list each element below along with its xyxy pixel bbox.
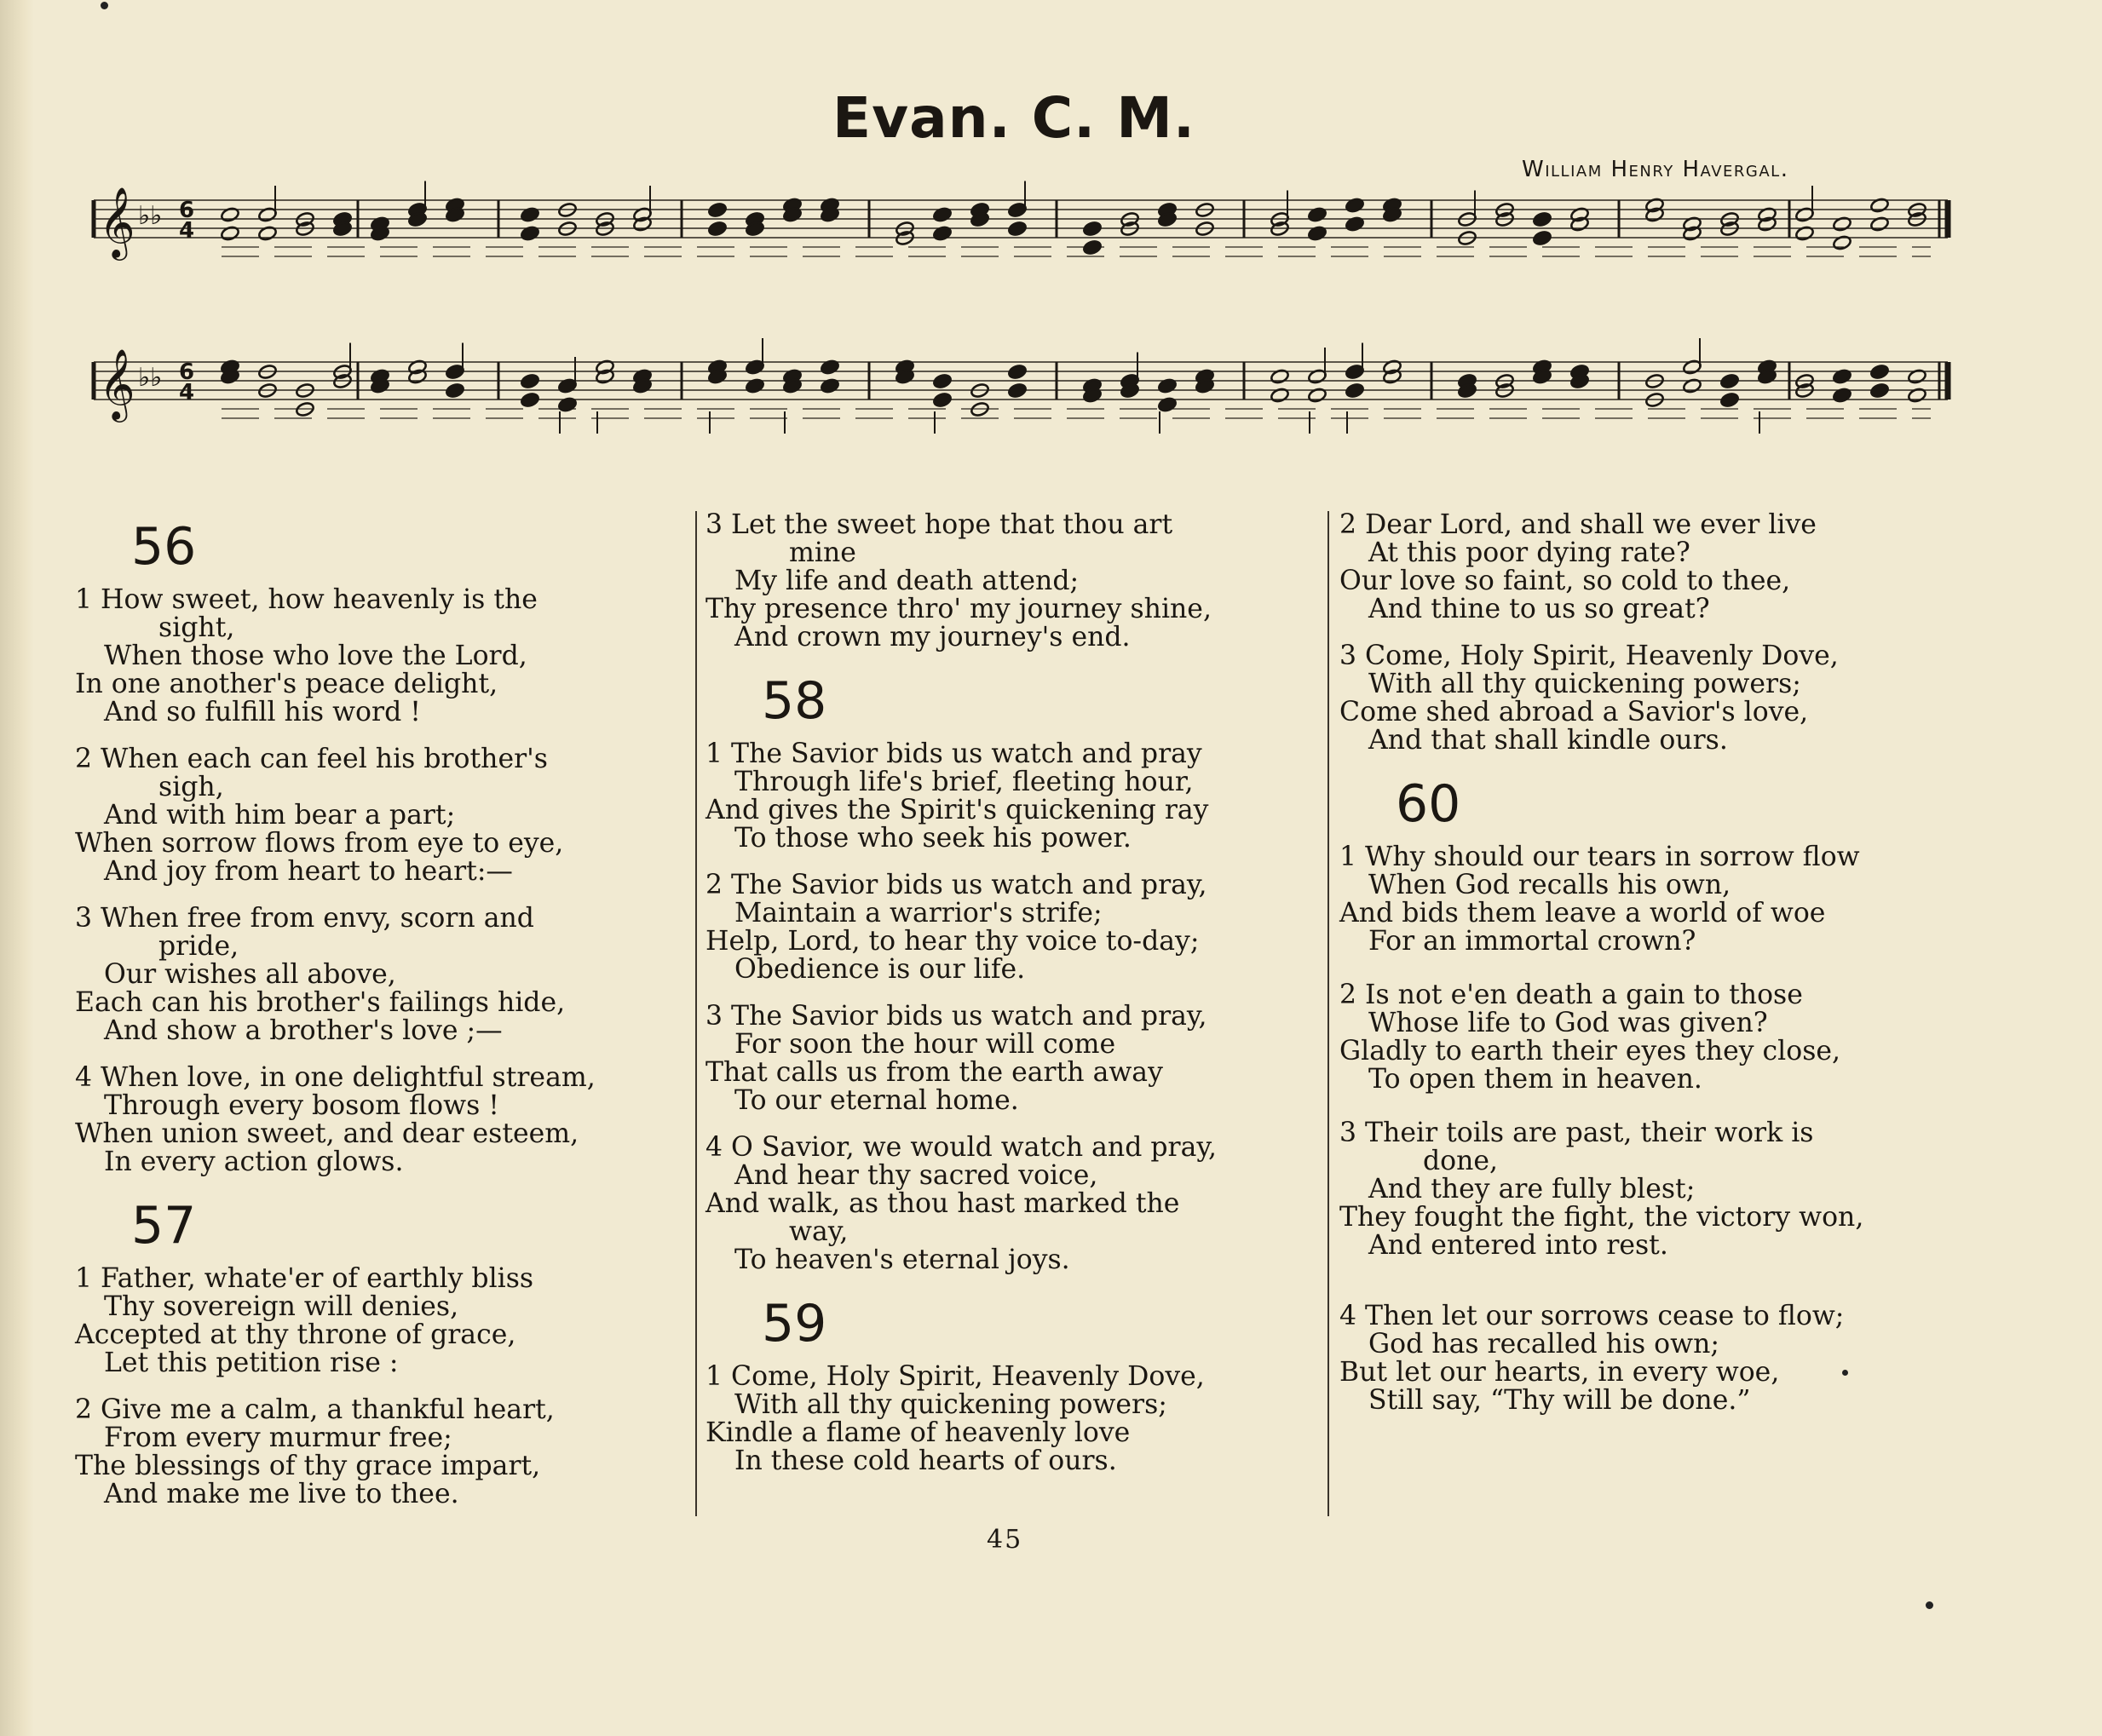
verse-line: And they are fully blest;: [1368, 1174, 1696, 1204]
verse-line: Let this petition rise :: [104, 1348, 399, 1378]
verse-line: For an immortal crown?: [1368, 926, 1696, 957]
verse-line: And entered into rest.: [1368, 1230, 1668, 1261]
stanza: [75, 745, 685, 886]
verse-line: Gladly to earth their eyes they close,: [1339, 1036, 1841, 1066]
hymn-59: [705, 1293, 1316, 1475]
time-signature-icon: 6: [179, 198, 195, 223]
key-signature-icon: ♭♭: [138, 201, 163, 231]
stanza: [75, 1265, 685, 1377]
verse-line: Kindle a flame of heavenly love: [705, 1417, 1131, 1448]
verse-line: That calls us from the earth away: [705, 1057, 1163, 1088]
verse-line: 3 When free from envy, scorn and: [75, 903, 534, 934]
note-head: [1532, 230, 1552, 246]
note-head: [1719, 392, 1739, 408]
verse-line: When union sweet, and dear esteem,: [75, 1118, 579, 1149]
note-head: [707, 221, 727, 237]
verse-line: Through life's brief, fleeting hour,: [734, 767, 1194, 797]
verse-line: And show a brother's love ;—: [104, 1015, 503, 1046]
note-head: [1082, 221, 1102, 237]
stanza: [1339, 1302, 1953, 1415]
time-signature-icon: 6: [179, 359, 195, 385]
verse-line: Thy presence thro' my journey shine,: [705, 594, 1212, 624]
music-score: [85, 175, 1960, 464]
treble-clef-icon: 𝄞: [99, 186, 135, 257]
note-head: [1082, 239, 1102, 256]
stanza: [75, 905, 685, 1045]
note-head: [1719, 373, 1739, 389]
verse-line: In these cold hearts of ours.: [734, 1446, 1117, 1476]
verse-line: 1 Father, whate'er of earthly bliss: [75, 1263, 534, 1294]
verse-line: And walk, as thou hast marked the: [705, 1188, 1180, 1219]
verse-line: 3 Let the sweet hope that thou art: [705, 509, 1173, 540]
stanza: [705, 1363, 1316, 1475]
verse-line: And so fulfill his word !: [104, 697, 421, 727]
page-binding-edge: [0, 0, 34, 1736]
time-signature-icon: 4: [179, 380, 195, 405]
stanza: [705, 871, 1316, 984]
hymn-number: 57: [131, 1196, 197, 1256]
verse-line: 1 Come, Holy Spirit, Heavenly Dove,: [705, 1361, 1205, 1392]
verse-line: When those who love the Lord,: [104, 641, 527, 671]
time-signature-icon: 4: [179, 218, 195, 244]
verse-line: sight,: [158, 612, 235, 643]
verse-line: way,: [789, 1216, 849, 1247]
verse-line: Maintain a warrior's strife;: [734, 898, 1103, 928]
verse-line: And gives the Spirit's quickening ray: [705, 795, 1209, 825]
stanza: [705, 1134, 1316, 1274]
verse-line: When God recalls his own,: [1368, 870, 1731, 900]
verse-line: 2 Dear Lord, and shall we ever live: [1339, 509, 1817, 540]
hymn-56: [75, 516, 685, 1176]
verse-line: With all thy quickening powers;: [1368, 669, 1801, 699]
verse-line: To heaven's eternal joys.: [734, 1245, 1070, 1275]
verse-line: 1 Why should our tears in sorrow flow: [1339, 842, 1860, 872]
verse-line: And that shall kindle ours.: [1368, 725, 1728, 756]
hymn-tune-title: Evan. C. M.: [832, 85, 1195, 151]
verse-line: To our eternal home.: [734, 1085, 1019, 1116]
note-head: [1007, 221, 1027, 237]
verse-line: 1 How sweet, how heavenly is the: [75, 584, 538, 615]
column-middle: [705, 511, 1316, 1494]
verse-line: With all thy quickening powers;: [734, 1389, 1167, 1420]
note-head: [1007, 364, 1027, 380]
verse-line: And hear thy sacred voice,: [734, 1160, 1098, 1191]
column-divider: [695, 511, 697, 1516]
verse-line: When sorrow flows from eye to eye,: [75, 828, 564, 859]
verse-line: The blessings of thy grace impart,: [75, 1451, 541, 1481]
column-divider: [1327, 511, 1329, 1516]
verse-line: God has recalled his own;: [1368, 1329, 1720, 1359]
verse-line: And bids them leave a world of woe: [1339, 898, 1826, 928]
note-head: [445, 382, 464, 399]
note-head: [707, 202, 727, 218]
note-head: [1869, 364, 1889, 380]
verse-line: For soon the hour will come: [734, 1029, 1116, 1060]
print-speck: [1926, 1601, 1933, 1609]
page-number: 45: [987, 1525, 1023, 1555]
verse-line: sigh,: [158, 772, 224, 802]
verse-line: But let our hearts, in every woe,: [1339, 1357, 1780, 1388]
stanza: [1339, 642, 1953, 755]
verse-line: 3 Their toils are past, their work is: [1339, 1118, 1814, 1148]
stanza: [1339, 981, 1953, 1094]
verse-line: 2 Give me a calm, a thankful heart,: [75, 1394, 555, 1425]
note-head: [520, 373, 539, 389]
stanza: [75, 586, 685, 727]
note-head: [1869, 382, 1889, 399]
verse-line: And thine to us so great?: [1368, 594, 1710, 624]
verse-line: 2 The Savior bids us watch and pray,: [705, 870, 1207, 900]
verse-line: And joy from heart to heart:—: [104, 856, 513, 887]
verse-line: 4 O Savior, we would watch and pray,: [705, 1132, 1218, 1163]
hymn-number: 60: [1396, 774, 1461, 834]
verse-line: Still say, “Thy will be done.”: [1368, 1385, 1751, 1416]
column-right: [1339, 511, 1953, 1434]
verse-line: Thy sovereign will denies,: [104, 1291, 459, 1322]
column-left: [75, 504, 685, 1527]
verse-line: My life and death attend;: [734, 566, 1080, 596]
verse-line: Come shed abroad a Savior's love,: [1339, 697, 1809, 727]
verse-line: From every murmur free;: [104, 1423, 452, 1453]
note-head: [932, 392, 952, 408]
verse-line: 4 Then let our sorrows cease to flow;: [1339, 1301, 1845, 1331]
stanza: [705, 740, 1316, 853]
verse-line: done,: [1423, 1146, 1499, 1176]
verse-line: 4 When love, in one delightful stream,: [75, 1062, 596, 1093]
note-head: [1532, 211, 1552, 227]
note-head: [520, 392, 539, 408]
verse-line: Each can his brother's failings hide,: [75, 987, 566, 1018]
note-head: [1007, 382, 1027, 399]
verse-line: Accepted at thy throne of grace,: [75, 1319, 516, 1350]
stanza: [1339, 511, 1953, 624]
verse-line: mine: [789, 537, 856, 568]
verse-line: To open them in heaven.: [1368, 1064, 1702, 1095]
verse-line: 1 The Savior bids us watch and pray: [705, 739, 1202, 769]
stanza: [705, 511, 1316, 652]
stanza: [75, 1064, 685, 1176]
stanza: [75, 1396, 685, 1509]
verse-line: 3 The Savior bids us watch and pray,: [705, 1001, 1207, 1032]
note-head: [932, 373, 952, 389]
verse-line: To those who seek his power.: [734, 823, 1132, 854]
hymn-60: [1339, 773, 1953, 1415]
stanza: [705, 1003, 1316, 1115]
note-head: [1345, 382, 1364, 399]
verse-line: At this poor dying rate?: [1368, 537, 1690, 568]
verse-line: In one another's peace delight,: [75, 669, 498, 699]
stanza: [1339, 1119, 1953, 1260]
print-speck: [101, 2, 108, 9]
verse-line: 2 Is not e'en death a gain to those: [1339, 980, 1803, 1010]
verse-line: Our wishes all above,: [104, 959, 396, 990]
verse-line: Our love so faint, so cold to thee,: [1339, 566, 1791, 596]
verse-line: Whose life to God was given?: [1368, 1008, 1768, 1038]
verse-line: And make me live to thee.: [104, 1479, 459, 1509]
hymn-58: [705, 670, 1316, 1274]
verse-line: And with him bear a part;: [104, 800, 456, 831]
verse-line: In every action glows.: [104, 1147, 404, 1177]
verse-line: 2 When each can feel his brother's: [75, 744, 548, 774]
hymn-number: 59: [762, 1294, 827, 1354]
verse-line: 3 Come, Holy Spirit, Heavenly Dove,: [1339, 641, 1839, 671]
verse-line: And crown my journey's end.: [734, 622, 1131, 652]
verse-line: Through every bosom flows !: [104, 1090, 499, 1121]
stanza: [1339, 843, 1953, 956]
hymn-number: 58: [762, 671, 827, 731]
verse-line: They fought the fight, the victory won,: [1339, 1202, 1864, 1233]
key-signature-icon: ♭♭: [138, 363, 163, 393]
hymn-number: 56: [131, 517, 197, 577]
verse-line: pride,: [158, 931, 239, 962]
composer-credit: William Henry Havergal.: [1522, 157, 1789, 182]
verse-line: Obedience is our life.: [734, 954, 1026, 985]
verse-line: Help, Lord, to hear thy voice to-day;: [705, 926, 1200, 957]
hymn-57: [75, 1195, 685, 1509]
treble-clef-icon: 𝄞: [99, 348, 135, 419]
